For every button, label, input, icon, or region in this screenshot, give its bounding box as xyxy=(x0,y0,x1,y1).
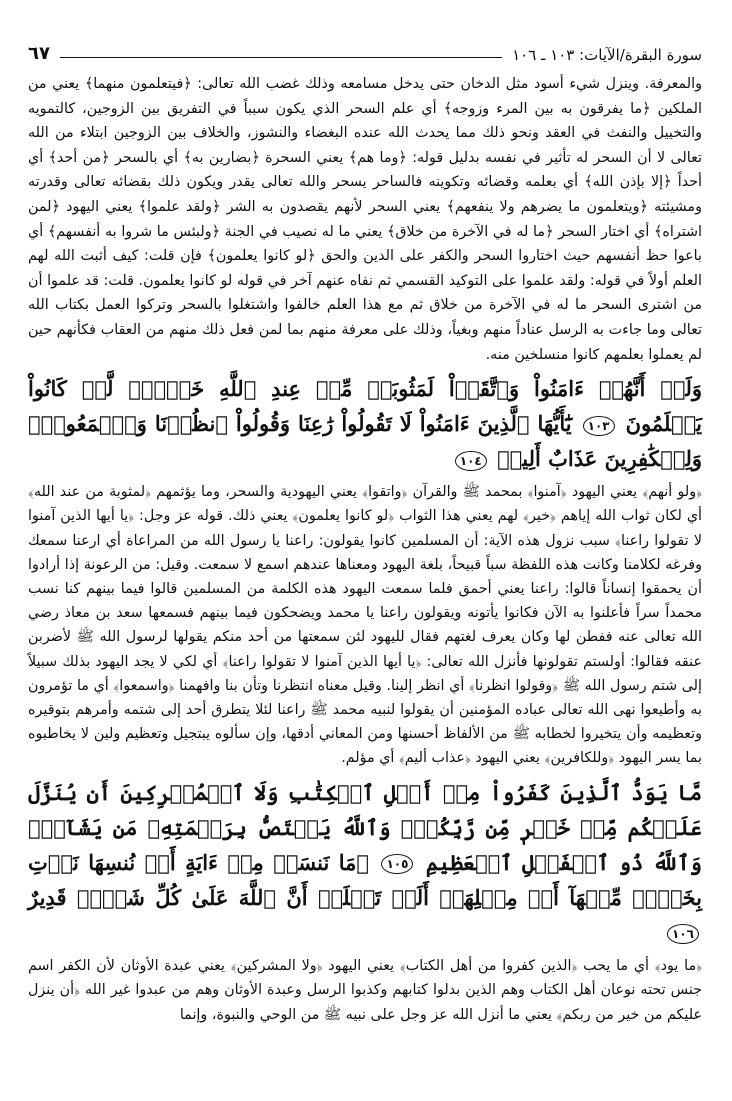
quran-verse-block-2 xyxy=(28,775,702,950)
header-rule xyxy=(60,57,502,58)
verse-106: ۞مَا نَنسَخۡ مِنۡ ءَايَةٍ أَوۡ نُنسِهَا نَأۡتِ بِخَيۡرٖ مِّنۡهَآ أَوۡ مِثۡلِهَآۗ أَلَمۡ تَعۡلَمۡ أَنَّ ٱللَّهَ عَلَىٰ كُلِّ شَيۡءٖ قَدِيرٌ xyxy=(28,849,702,910)
commentary-paragraph-2: ﴿ولو أنهم﴾ يعني اليهود ﴿آمنوا﴾ بمحمد ﷺ والقرآن ﴿واتقوا﴾ يعني اليهودية والسحر، وما يؤثمهم ﴿لمثوبة من عند الله﴾ أي لكان ثواب الله إياهم ﴿خير﴾ لهم يعني هذا الثواب ﴿لو كانوا يعلمون﴾ يعني ذلك. قوله عز وجل: ﴿يا أيها الذين آمنوا لا تقولوا راعنا﴾ سبب نزول هذه الآية: أن المسلمين كانوا يقولون: راعنا يا رسول الله من المراعاة أي ارعنا سمعك وفرغه لكلامنا وكانت هذه اللفظة سباً قبيحاً، بلغة اليهود ومعناها عندهم اسمع لا سمعت. وقيل: من الرعونة إذا أرادوا أن يحمقوا إنساناً قالوا: راعنا يعني أحمق فلما سمعت اليهود هذه الكلمة من المسلمين قالوا فيما بينهم كنا نسب محمداً سراً فأعلنوا به الآن فكانوا يأتونه ويقولون راعنا يا محمد ويضحكون فيما بينهم فسمعها سعد بن معاذ رضي الله تعالى عنه ففطن لها وكان يعرف لغتهم فقال لليهود لئن سمعتها من أحد منكم يقولها لرسول الله ﷺ لأضربن عنقه فقالوا: أولستم تقولونها فأنزل الله تعالى: ﴿يا أيها الذين آمنوا لا تقولوا راعنا﴾ أي لكي لا يجد اليهود بذلك سبيلاً إلى شتم رسول الله ﷺ ﴿وقولوا انظرنا﴾ أي انظر إلينا. وقيل معناه انتظرنا وتأن بنا وافهمنا ﴿واسمعوا﴾ أي ما تؤمرون به وأطيعوا نهى الله تعالى عباده المؤمنين أن يقولوا لنبيه محمد ﷺ راعنا لئلا يتطرق أحد إلى شتمه وأمرهم بتوقيره وتعظيمه وأن يتخيروا لخطابه ﷺ من الألفاظ أحسنها ومن المعاني أدقها، وإن سألوه يبتجيل وتعظيم ولين لا يخاطبوه بما يسر اليهود ﴿وللكافرين﴾ يعني اليهود ﴿عذاب أليم﴾ أي مؤلم. xyxy=(28,484,702,767)
running-title: سورة البقرة/الآيات: ١٠٣ ـ ١٠٦ xyxy=(512,46,702,64)
ayah-number-104: ١٠٤ xyxy=(455,451,487,471)
verse-105: مَّا يَوَدُّ ٱلَّذِينَ كَفَرُواْ مِنۡ أَهۡلِ ٱلۡكِتَٰبِ وَلَا ٱلۡمُشۡرِكِينَ أَن يُنَزَّلَ عَلَيۡكُم مِّنۡ خَيۡرٖ مِّن رَّبِّكُمۡۚ وَٱللَّهُ يَخۡتَصُّ بِرَحۡمَتِهِۦ مَن يَشَآءُۚ وَٱللَّهُ ذُو ٱلۡفَضۡلِ ٱلۡعَظِيمِ xyxy=(28,779,702,875)
quran-verse-block-1 xyxy=(28,371,702,476)
ayah-number-103: ١٠٣ xyxy=(583,416,615,436)
verse-103: وَلَوۡ أَنَّهُمۡ ءَامَنُواْ وَٱتَّقَوۡاْ لَمَثُوبَةٞ مِّنۡ عِندِ ٱللَّهِ خَيۡرٞۚ لَّوۡ كَانُواْ يَعۡلَمُونَ xyxy=(28,376,703,437)
ayah-number-106: ١٠٦ xyxy=(667,924,699,944)
commentary-paragraph-1: والمعرفة. وينزل شيء أسود مثل الدخان حتى يدخل مسامعه وذلك غضب الله تعالى: ﴿فيتعلمون منهما﴾ يعني من الملكين ﴿ما يفرقون به بين المرء وزوجه﴾ أي علم السحر الذي يكون سبباً في التفريق بين الزوجين، كالتمويه والتخييل والنفث في العقد ونحو ذلك مما يحدث الله عنده البغضاء والنشوز، والخلاف بين الزوجين ابتلاء من الله تعالى لا أن السحر له تأثير في نفسه بدليل قوله: ﴿وما هم﴾ يعني السحرة ﴿بضارين به﴾ أي بالسحر ﴿من أحد﴾ أي أحداً ﴿إلا بإذن الله﴾ أي بعلمه وقضائه وتكوينه فالساحر يسحر والله تعالى يقدر ويكون ذلك بقضائه تعالى وقدرته ومشيئته ﴿ويتعلمون ما يضرهم ولا ينفعهم﴾ يعني السحر لأنهم يقصدون به الشر ﴿ولقد علموا﴾ يعني اليهود ﴿لمن اشتراه﴾ أي اختار السحر ﴿ما له في الآخرة من خلاق﴾ يعني ما له نصيب في الجنة ﴿ولبئس ما شروا به أنفسهم﴾ أي باعوا حظ أنفسهم حيث اختاروا السحر والكفر على الدين والحق ﴿لو كانوا يعلمون﴾ فإن قلت: كيف أثبت الله لهم العلم أولاً في قوله: ولقد علموا على التوكيد القسمي ثم نفاه عنهم آخر في قوله لو كانوا يعلمون. قلت: قد علموا أن من اشترى السحر ما له في الآخرة من خلاق ثم مع هذا العلم خالفوا واشتغلوا بالسحر وتركوا العمل بكتاب الله تعالى وما جاءت به الرسل عناداً منهم وبغياً، وذلك على معرفة منهم بما لمن فعل ذلك منهم من العقاب فكأنهم حين لم يعملوا بعلمهم كانوا منسلخين منه. xyxy=(28,76,702,363)
page-number: ٦٧ xyxy=(28,43,50,64)
page-header xyxy=(28,30,702,64)
ayah-number-105: ١٠٥ xyxy=(381,854,413,874)
verse-104: يَٰٓأَيُّهَا ٱلَّذِينَ ءَامَنُواْ لَا تَقُولُواْ رَٰعِنَا وَقُولُواْ ٱنظُرۡنَا وَٱسۡمَعُواْۗ وَلِلۡكَٰفِرِينَ عَذَابٌ أَلِيمٞ xyxy=(28,411,702,472)
commentary-paragraph-3: ﴿ما يود﴾ أي ما يحب ﴿الذين كفروا من أهل الكتاب﴾ يعني اليهود ﴿ولا المشركين﴾ يعني عبدة الأوثان لأن الكفر اسم جنس تحته نوعان أهل الكتاب وهم الذين بدلوا كتابهم وكذبوا الرسل وعبدة الأوثان وهم من عبدوا غير الله ﴿أن ينزل عليكم من خير من ربكم﴾ يعني ما أنزل الله عز وجل على نبيه ﷺ من الوحي والنبوة، وإنما xyxy=(28,957,702,1023)
